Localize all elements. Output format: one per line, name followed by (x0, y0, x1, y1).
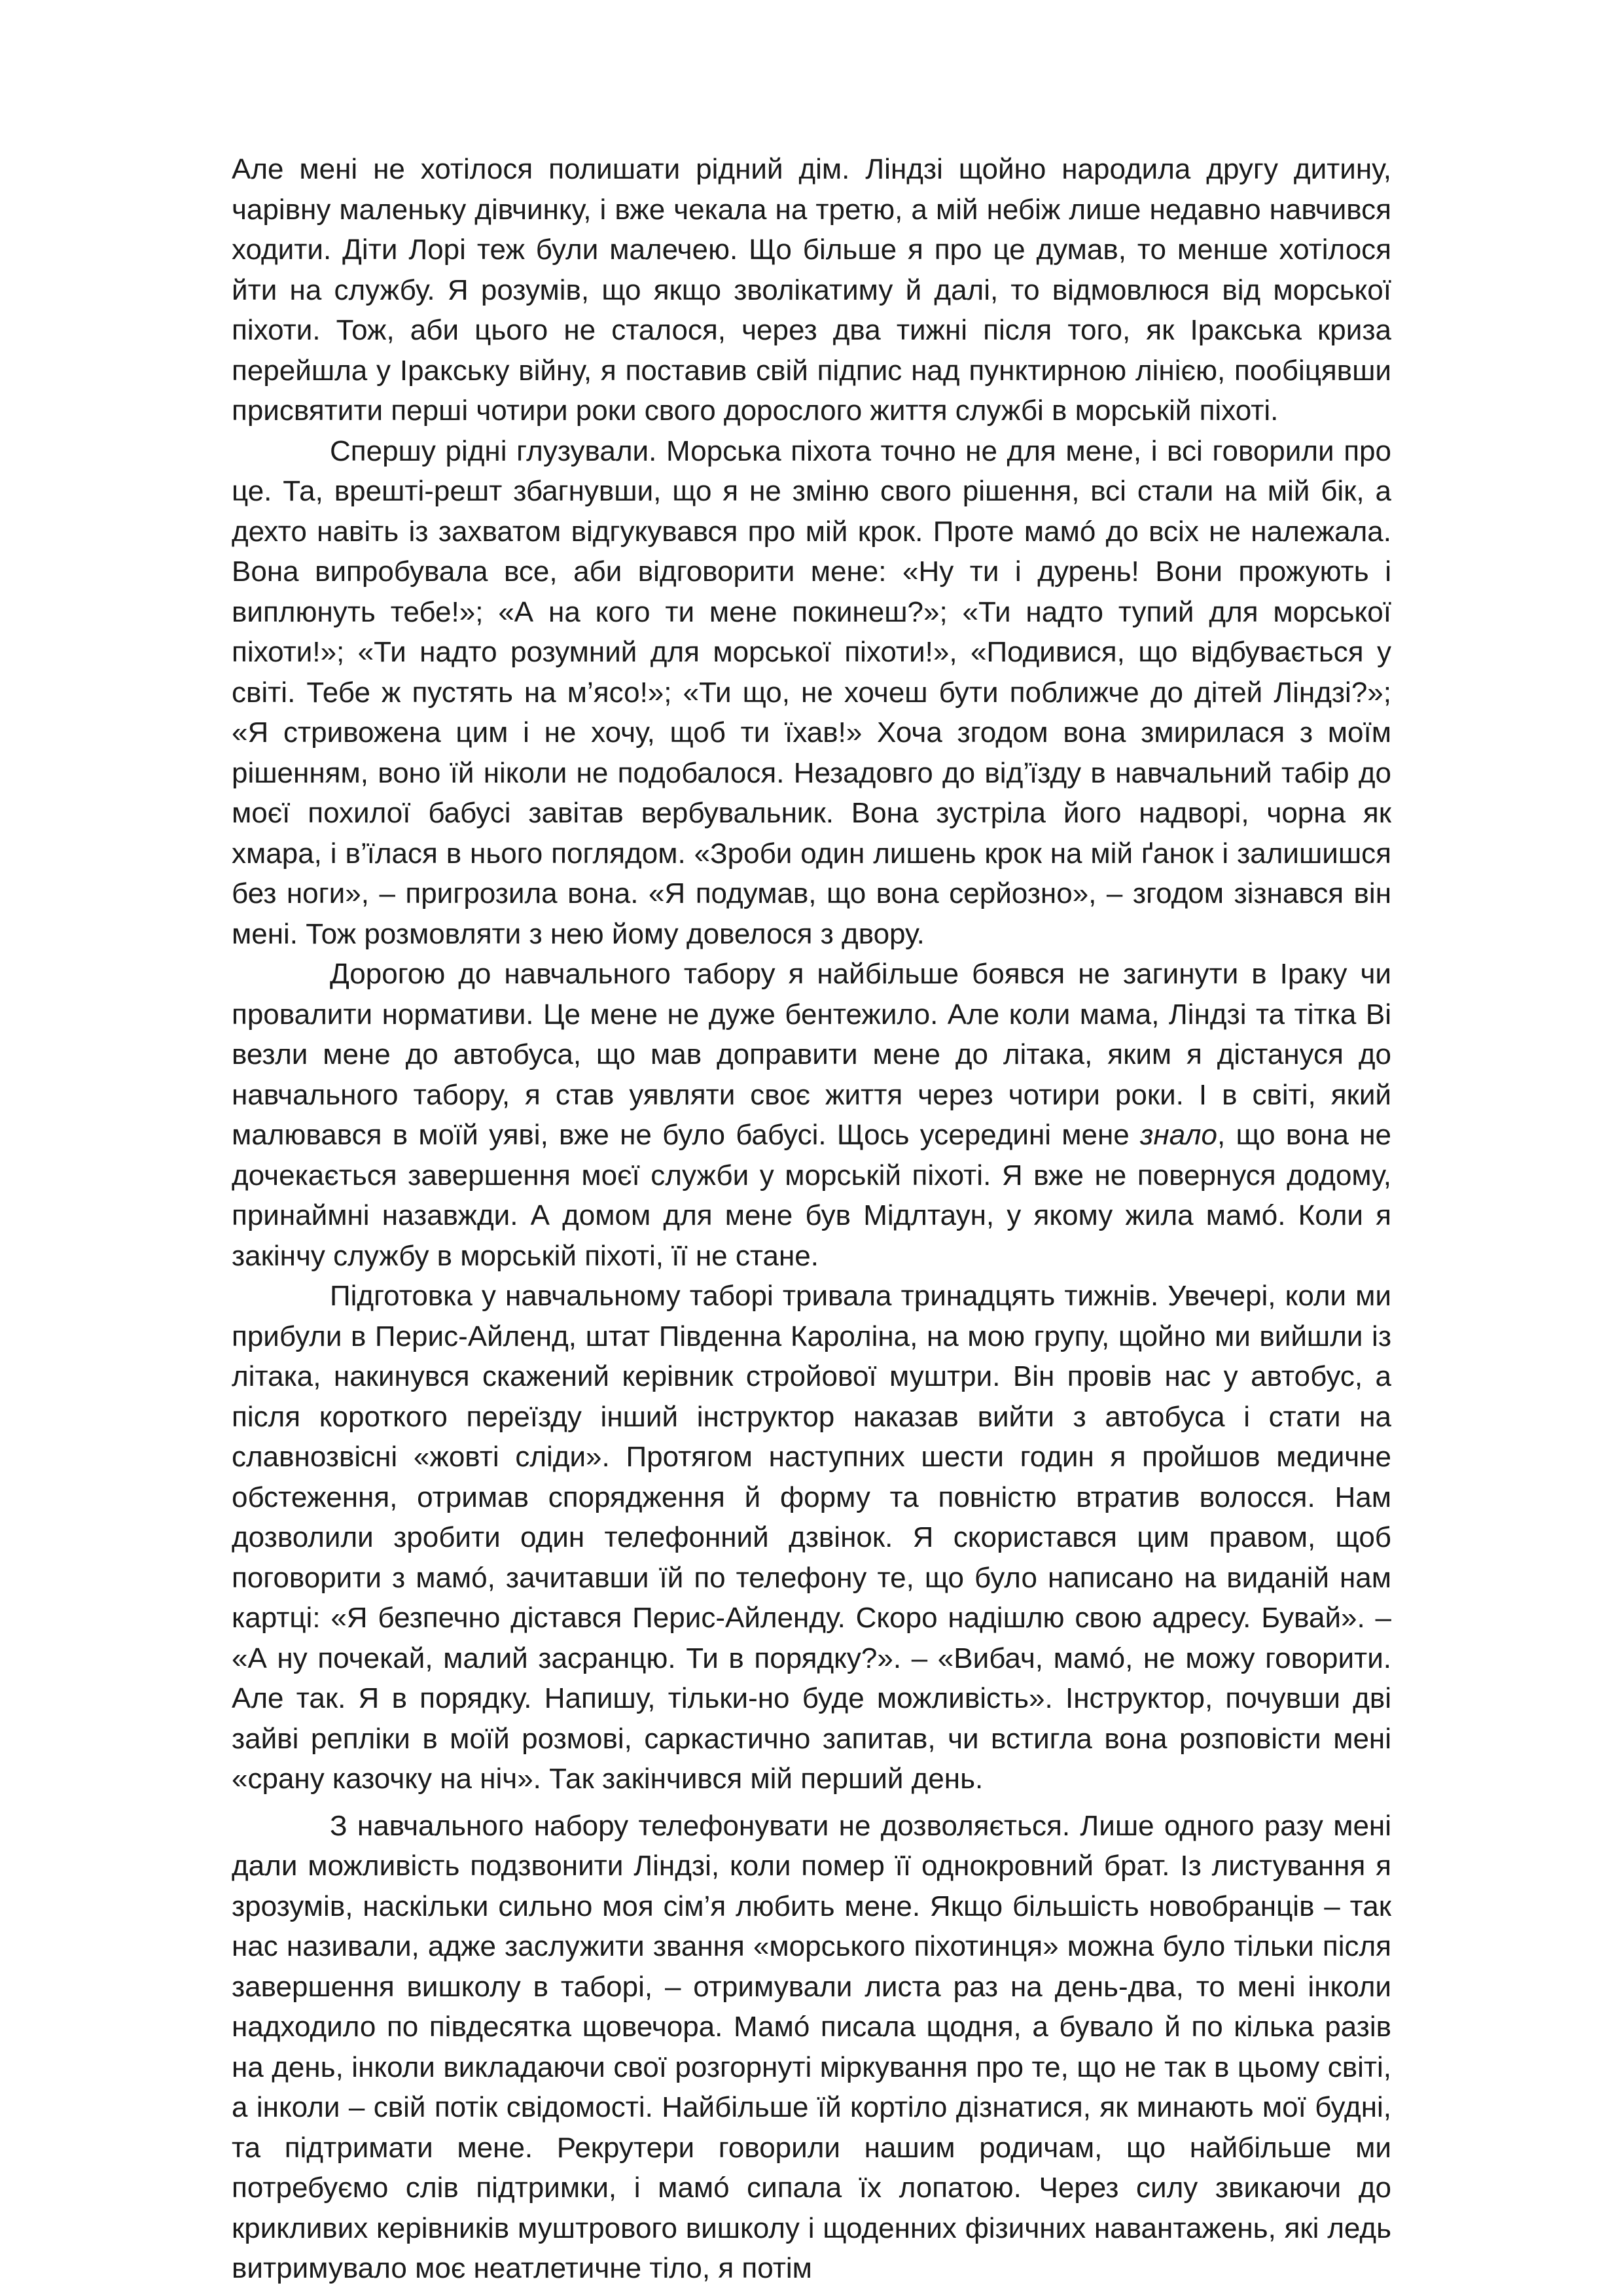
paragraph-text: З навчального набору телефонувати не дозволяється. Лише одного разу мені дали можливість подзвонити Ліндзі, коли помер її однокровний брат. Із листування я зрозумів, наскільки сильно моя сім’я любить мене. Якщо більшість новобранців – так нас називали, адже заслужити звання «морського піхотинця» можна було тільки після завершення вишколу в таборі, – отримували листа раз на день-два, то мені інколи надходило по півдесятка щовечора. Мамó писала щодня, а бувало й по кілька разів на день, інколи викладаючи свої розгорнуті міркування про те, що не так в цьому світі, а інколи – свій потік свідомості. Найбільше їй кортіло дізнатися, як минають мої будні, та підтримати мене. Рекрутери говорили нашим родичам, що найбільше ми потребуємо слів підтримки, і мамó сипала їх лопатою. Через силу звикаючи до крикливих керівників муштрового вишколу і щоденних фізичних навантажень, які ледь витримувало моє неатлетичне тіло, я потім (232, 1809, 1391, 2284)
document-page (232, 149, 1391, 2289)
paragraph-text: Дорогою до навчального табору я найбільше боявся не загинути в Іраку чи провалити нормативи. Це мене не дуже бентежило. Але коли мама, Ліндзі та тітка Ві везли мене до автобуса, що мав доправити мене до літака, яким я дістануся до навчального табору, я став уявляти своє життя через чотири роки. І в світі, який малювався в моїй уяві, вже не було бабусі. Щось усередині мене (232, 958, 1391, 1151)
paragraph (232, 954, 1391, 1276)
paragraph-text: , що вона не дочекається завершення моєї служби у морській піхоті. Я вже не повернуся додому, принаймні назавжди. А домом для мене був Мідлтаун, у якому жила мамó. Коли я закінчу службу в морській піхоті, її не стане. (232, 1119, 1391, 1272)
paragraph (232, 1276, 1391, 1799)
paragraph (232, 1806, 1391, 2289)
paragraph (232, 149, 1391, 431)
paragraph-text: Але мені не хотілося полишати рідний дім. Ліндзі щойно народила другу дитину, чарівну маленьку дівчинку, і вже чекала на третю, а мій небіж лише недавно навчився ходити. Діти Лорі теж були малечею. Що більше я про це думав, то менше хотілося йти на службу. Я розумів, що якщо зволікатиму й далі, то відмовлюся від морської піхоти. Тож, аби цього не сталося, через два тижні після того, як Іракська криза перейшла у Іракську війну, я поставив свій підпис над пунктирною лінією, пообіцявши присвятити перші чотири роки свого дорослого життя службі в морській піхоті. (232, 153, 1391, 427)
paragraph-text: Підготовка у навчальному таборі тривала тринадцять тижнів. Увечері, коли ми прибули в Перис-Айленд, штат Південна Кароліна, на мою групу, щойно ми вийшли із літака, накинувся скажений керівник стройової муштри. Він провів нас у автобус, а після короткого переїзду інший інструктор наказав вийти з автобуса і стати на славнозвісні «жовті сліди». Протягом наступних шести годин я пройшов медичне обстеження, отримав спорядження й форму та повністю втратив волосся. Нам дозволили зробити один телефонний дзвінок. Я скористався цим правом, щоб поговорити з мамó, зачитавши їй по телефону те, що було написано на виданій нам картці: «Я безпечно дістався Перис-Айленду. Скоро надішлю свою адресу. Бувай». – «А ну почекай, малий засранцю. Ти в порядку?». – «Вибач, мамó, не можу говорити. Але так. Я в порядку. Напишу, тільки-но буде можливість». Інструктор, почувши дві зайві репліки в моїй розмові, саркастично запитав, чи встигла вона розповісти мені «срану казочку на ніч». Так закінчився мій перший день. (232, 1280, 1391, 1795)
paragraph-text: Спершу рідні глузували. Морська піхота точно не для мене, і всі говорили про це. Та, врешті-решт збагнувши, що я не зміню свого рішення, всі стали на мій бік, а дехто навіть із захватом відгукувався про мій крок. Проте мамó до всіх не належала. Вона випробувала все, аби відговорити мене: «Ну ти і дурень! Вони прожують і виплюнуть тебе!»; «А на кого ти мене покинеш?»; «Ти надто тупий для морської піхоти!»; «Ти надто розумний для морської піхоти!», «Подивися, що відбувається у світі. Тебе ж пустять на м’ясо!»; «Ти що, не хочеш бути поближче до дітей Ліндзі?»; «Я стривожена цим і не хочу, щоб ти їхав!» Хоча згодом вона змирилася з моїм рішенням, воно їй ніколи не подобалося. Незадовго до від’їзду в навчальний табір до моєї похилої бабусі завітав вербувальник. Вона зустріла його надворі, чорна як хмара, і в’їлася в нього поглядом. «Зроби один лишень крок на мій ґанок і залишишся без ноги», – пригрозила вона. «Я подумав, що вона серйозно», – згодом зізнався він мені. Тож розмовляти з нею йому довелося з двору. (232, 434, 1391, 950)
paragraph (232, 431, 1391, 955)
emphasized-word: знало (1140, 1119, 1217, 1151)
